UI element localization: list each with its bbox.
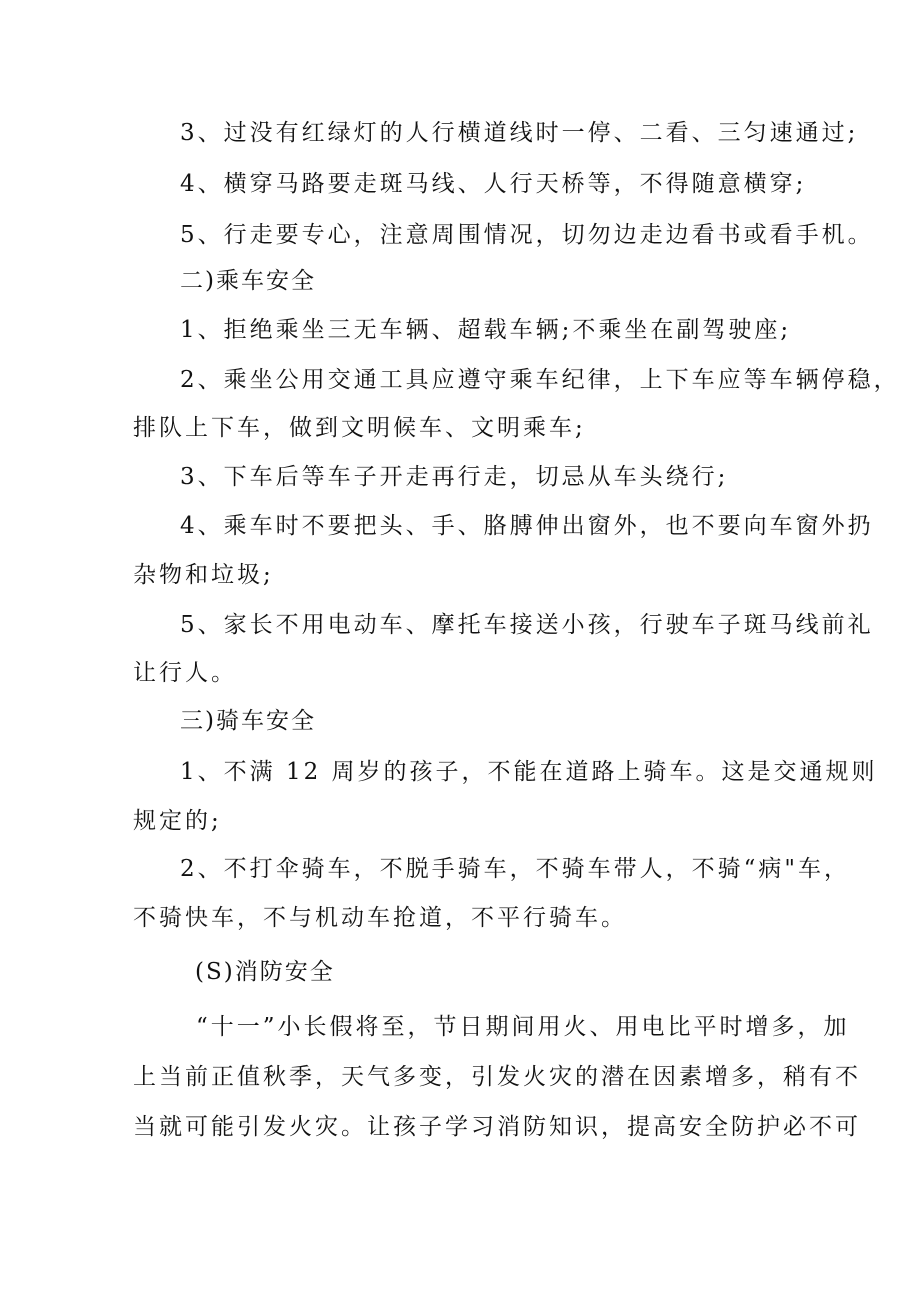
rule-line-cycling-2-cont: 不骑快车，不与机动车抢道，不平行骑车。 [133,905,627,931]
section-heading-fire: (S)消防安全 [195,959,335,985]
rule-line-riding-3: 3、下车后等车子开走再行走，切忌从车头绕行; [180,464,729,490]
rule-line-3: 3、过没有红绿灯的人行横道线时一停、二看、三匀速通过; [180,120,859,146]
fire-paragraph-line-1: “十一”小长假将至，节日期间用火、用电比平时增多，加 [196,1014,850,1040]
fire-paragraph-line-3: 当就可能引发火灾。让孩子学习消防知识，提高安全防护必不可 [133,1114,861,1140]
section-heading-riding: 二)乘车安全 [180,268,316,294]
rule-line-riding-4: 4、乘车时不要把头、手、胳膊伸出窗外，也不要向车窗外扔 [180,513,874,539]
rule-line-cycling-1-cont: 规定的; [133,808,222,834]
fire-paragraph-line-2: 上当前正值秋季，天气多变，引发火灾的潜在因素增多，稍有不 [133,1064,861,1090]
rule-line-5: 5、行走要专心，注意周围情况，切勿边走边看书或看手机。 [180,222,874,248]
rule-line-riding-2-cont: 排队上下车，做到文明候车、文明乘车; [133,415,586,441]
rule-line-4: 4、横穿马路要走斑马线、人行天桥等，不得随意横穿; [180,171,807,197]
section-heading-cycling: 三)骑车安全 [180,708,316,734]
rule-line-cycling-1: 1、不满 12 周岁的孩子，不能在道路上骑车。这是交通规则 [180,759,878,785]
rule-line-riding-2: 2、乘坐公用交通工具应遵守乘车纪律，上下车应等车辆停稳， [180,367,900,393]
rule-line-riding-1: 1、拒绝乘坐三无车辆、超载车辆;不乘坐在副驾驶座; [180,317,792,343]
rule-line-riding-5-cont: 让行人。 [133,660,237,686]
rule-line-cycling-2: 2、不打伞骑车，不脱手骑车，不骑车带人，不骑“病"车， [180,856,850,882]
rule-line-riding-5: 5、家长不用电动车、摩托车接送小孩，行驶车子斑马线前礼 [180,612,874,638]
rule-line-riding-4-cont: 杂物和垃圾; [133,562,274,588]
